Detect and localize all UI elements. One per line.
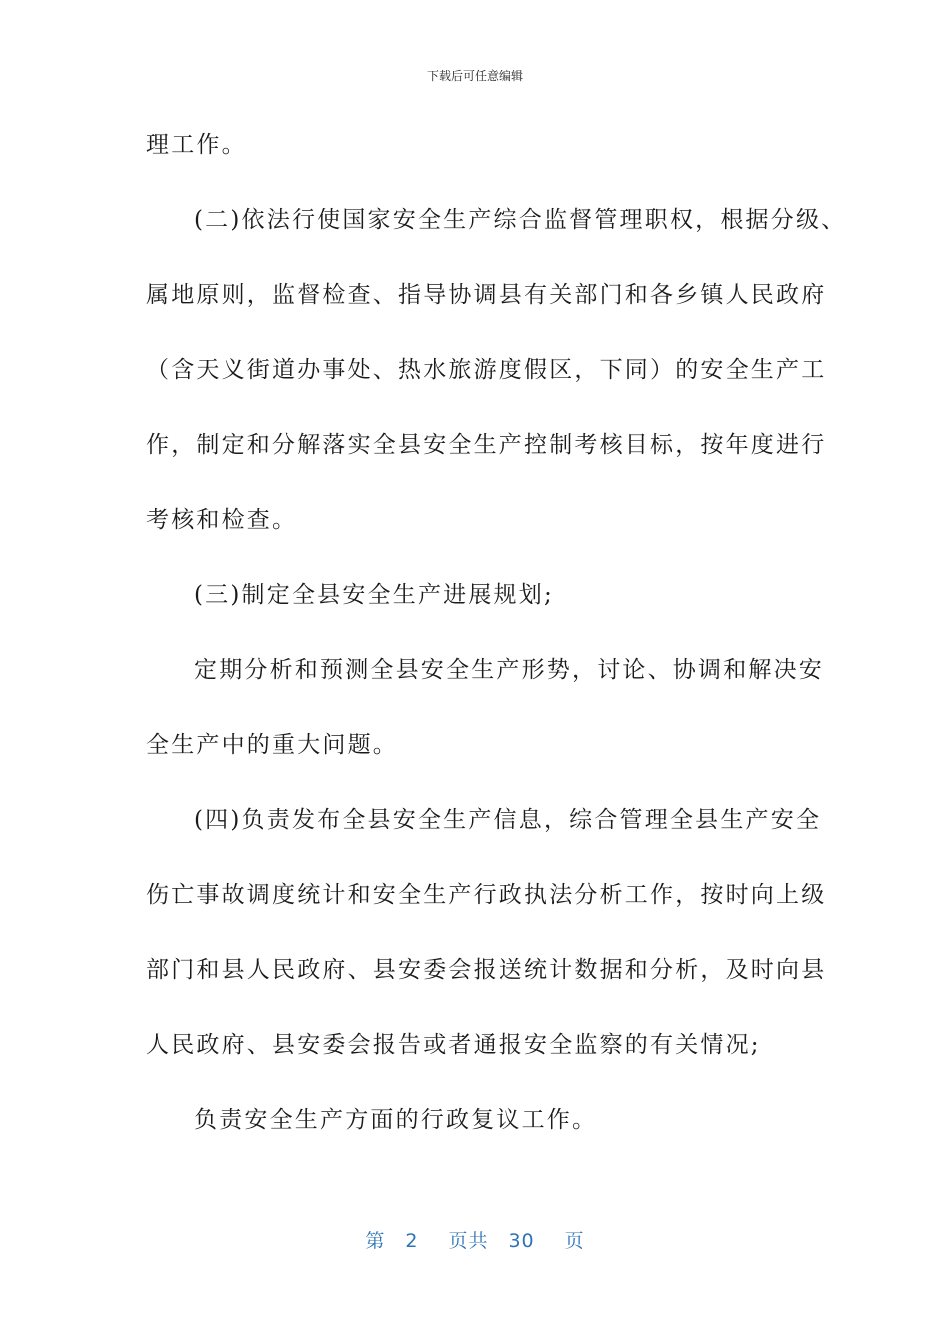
text-line-5: 作，制定和分解落实全县安全生产控制考核目标，按年度进行	[146, 432, 827, 458]
page-mid-label: 页共	[448, 1230, 489, 1252]
current-page-number: 2	[405, 1230, 419, 1252]
header-note: 下载后可任意编辑	[426, 69, 523, 83]
text-line-4: （含天义街道办事处、热水旅游度假区，下同）的安全生产工	[146, 357, 827, 383]
text-line-9: 全生产中的重大问题。	[146, 732, 398, 758]
page-suffix: 页	[564, 1230, 585, 1252]
text-line-1: 理工作。	[146, 132, 247, 158]
text-line-6: 考核和检查。	[146, 507, 298, 533]
text-line-14: 负责安全生产方面的行政复议工作。	[194, 1107, 598, 1133]
page-prefix: 第	[365, 1230, 386, 1252]
text-line-11: 伤亡事故调度统计和安全生产行政执法分析工作，按时向上级	[146, 882, 827, 908]
text-line-8: 定期分析和预测全县安全生产形势，讨论、协调和解决安	[194, 657, 824, 683]
document-body	[146, 120, 847, 1170]
page-footer	[0, 1226, 950, 1253]
text-line-3: 属地原则，监督检查、指导协调县有关部门和各乡镇人民政府	[146, 282, 827, 308]
text-line-12: 部门和县人民政府、县安委会报送统计数据和分析，及时向县	[146, 957, 827, 983]
total-pages-number: 30	[508, 1230, 535, 1252]
text-line-10: (四)负责发布全县安全生产信息，综合管理全县生产安全	[194, 807, 822, 833]
text-line-7: (三)制定全县安全生产进展规划;	[194, 582, 554, 608]
text-line-2: (二)依法行使国家安全生产综合监督管理职权，根据分级、	[194, 207, 847, 233]
text-line-13: 人民政府、县安委会报告或者通报安全监察的有关情况;	[146, 1032, 761, 1058]
